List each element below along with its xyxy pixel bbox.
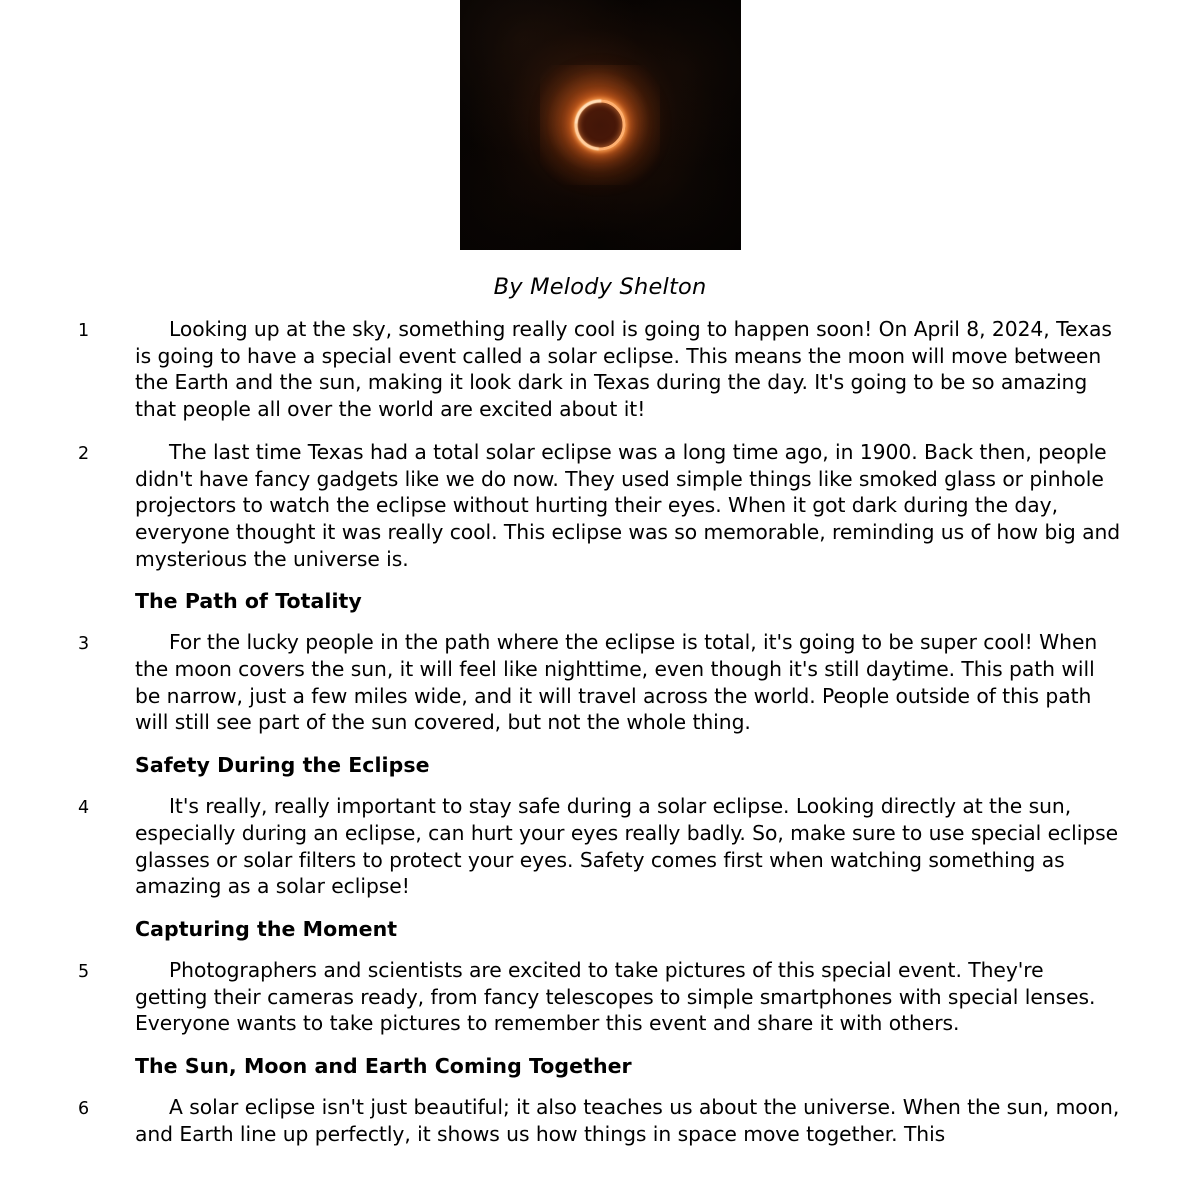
paragraph — [78, 957, 1122, 1037]
hero-figure-wrap — [0, 0, 1200, 250]
paragraph-number: 6 — [78, 1099, 90, 1120]
article-body — [0, 316, 1200, 1147]
paragraph-text — [135, 1094, 1126, 1147]
paragraph-number: 3 — [78, 634, 90, 655]
paragraph — [78, 439, 1127, 573]
paragraph — [78, 793, 1125, 900]
paragraph-text — [135, 629, 1122, 736]
paragraph-body: It's really, really important to stay safe during a solar eclipse. Looking directly at the sun, especially during an eclipse, can hurt your eyes really badly. So, make sure to use special eclipse glasses or solar filters to protect your eyes. Safety comes first when watching something as amazing as a solar eclipse! — [135, 794, 1125, 899]
paragraph-body: Looking up at the sky, something really cool is going to happen soon! On April 8, 2024, Texas is going to have a special event called a solar eclipse. This means the moon will move between the Earth and the sun, making it look dark in Texas during the day. It's going to be so amazing that people all over the world are excited about it! — [135, 317, 1119, 422]
paragraph-body: A solar eclipse isn't just beautiful; it also teaches us about the universe. When the sun, moon, and Earth line up perfectly, it shows us how things in space move together. This — [135, 1095, 1126, 1146]
paragraph — [78, 629, 1122, 736]
paragraph-text — [135, 793, 1125, 900]
section-heading: Capturing the Moment — [135, 916, 398, 941]
paragraph-number: 5 — [78, 961, 90, 982]
paragraph-number: 2 — [78, 443, 90, 464]
paragraph-body: For the lucky people in the path where the eclipse is total, it's going to be super cool! When the moon covers the sun, it will feel like nighttime, even though it's still daytime. This path will be narrow, just a few miles wide, and it will travel across the world. People outside of this path will still see part of the sun covered, but not the whole thing. — [135, 630, 1104, 735]
paragraph-number: 4 — [78, 798, 90, 819]
paragraph-text — [135, 439, 1127, 573]
paragraph-number: 1 — [78, 321, 90, 341]
paragraph-body: Photographers and scientists are excited to take pictures of this special event. They're getting their cameras ready, from fancy telescopes to simple smartphones with special lenses. Everyone wants to take pictures to remember this event and share it with others. — [135, 957, 1102, 1036]
eclipse-photo — [460, 0, 741, 250]
paragraph-body: The last time Texas had a total solar eclipse was a long time ago, in 1900. Back then, people didn't have fancy gadgets like we do now. They used simple things like smoked glass or pinhole projectors to watch the eclipse without hurting their eyes. When it got dark during the day, everyone thought it was really cool. This eclipse was so memorable, reminding us of how big and mysterious the universe is. — [135, 439, 1127, 571]
paragraph-text — [135, 957, 1122, 1037]
section-heading: The Sun, Moon and Earth Coming Together — [135, 1054, 632, 1079]
section-heading: Safety During the Eclipse — [135, 753, 430, 778]
paragraph — [78, 1094, 1126, 1147]
paragraph-text — [135, 316, 1122, 423]
byline: By Melody Shelton — [493, 274, 707, 300]
paragraph — [78, 316, 1122, 423]
section-heading: The Path of Totality — [135, 589, 362, 614]
